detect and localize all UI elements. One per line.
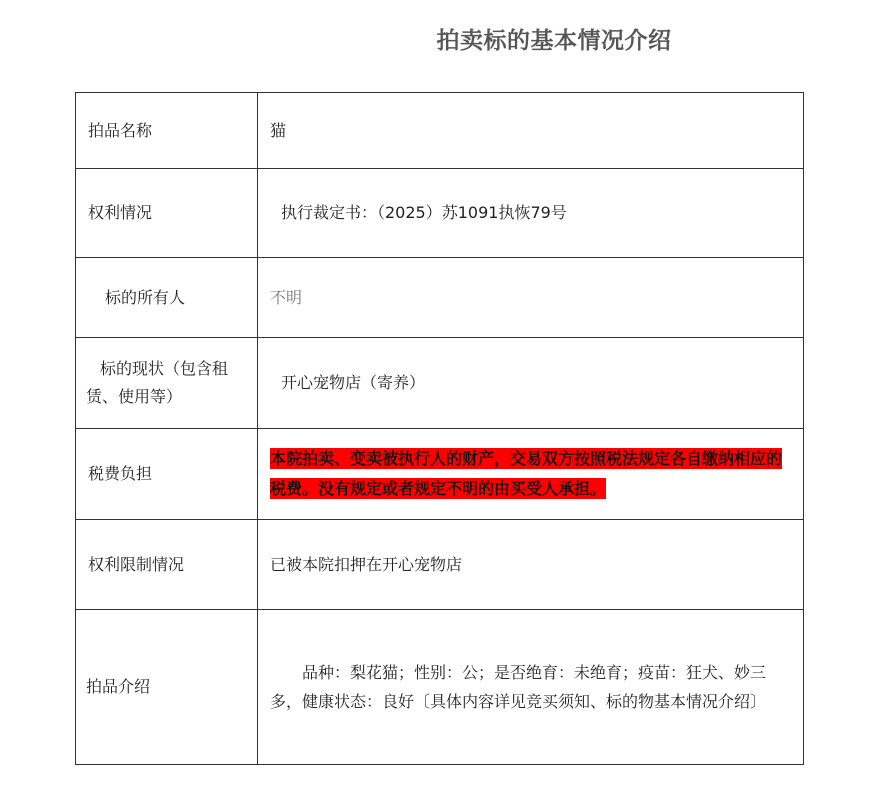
- row-label: [76, 338, 258, 429]
- row-label-text: 标的现状（包含租赁、使用等）: [86, 359, 229, 406]
- document-title: 拍卖标的基本情况介绍: [436, 28, 672, 54]
- table-row: [76, 610, 804, 765]
- row-value: 已被本院扣押在开心宠物店: [258, 520, 804, 610]
- row-value-cell: [258, 429, 804, 520]
- table-row: [76, 169, 804, 258]
- row-value: 猫: [258, 93, 804, 169]
- lot-intro-text: 品种：梨花猫；性别：公；是否绝育：未绝育；疫苗：狂犬、妙三多，健康状态：良好〔具体内容详见竞买须知、标的物基本情况介绍〕: [270, 663, 767, 711]
- row-value: 不明: [258, 258, 804, 338]
- auction-info-table: [75, 92, 804, 765]
- table-row: [76, 520, 804, 610]
- row-value-cell: [258, 169, 804, 258]
- row-label: 税费负担: [76, 429, 258, 520]
- row-label: 权利情况: [76, 169, 258, 258]
- row-label: 权利限制情况: [76, 520, 258, 610]
- table-row: [76, 338, 804, 429]
- row-label: 拍品名称: [76, 93, 258, 169]
- table-row: [76, 93, 804, 169]
- row-value: 开心宠物店（寄养）: [281, 373, 426, 392]
- row-label: 标的所有人: [76, 258, 258, 338]
- tax-highlight-text: 本院拍卖、变卖被执行人的财产，交易双方按照税法规定各自缴纳相应的税费。没有规定或者规定不明的由买受人承担。: [270, 449, 783, 498]
- row-label: 拍品介绍: [76, 610, 258, 765]
- row-value-cell: [258, 610, 804, 765]
- row-value: 执行裁定书：（2025）苏1091执恢79号: [281, 203, 567, 222]
- table-row: [76, 429, 804, 520]
- row-value-cell: [258, 338, 804, 429]
- table-row: [76, 258, 804, 338]
